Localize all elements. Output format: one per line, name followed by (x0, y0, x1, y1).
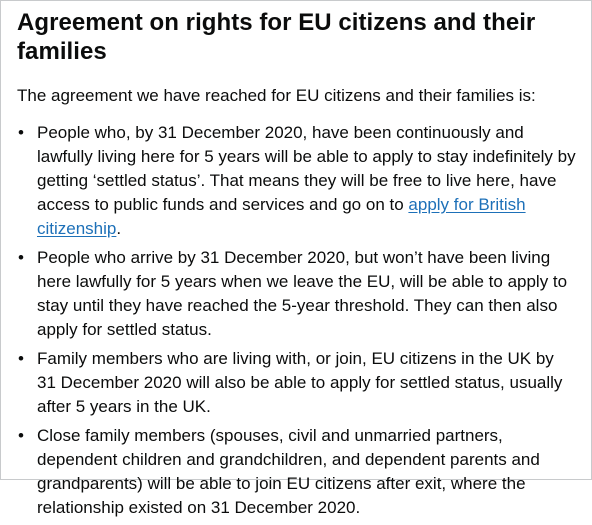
page-heading: Agreement on rights for EU citizens and their families (17, 9, 536, 65)
intro-paragraph: The agreement we have reached for EU citizens and their families is: (17, 86, 536, 105)
bullet-icon: • (18, 426, 24, 445)
bullet-icon: • (18, 349, 24, 368)
list-item-text-end: . (116, 219, 122, 238)
list-item (17, 246, 577, 342)
article-content (17, 8, 577, 525)
bullet-icon: • (18, 123, 24, 142)
list-item-text: People who, by 31 December 2020, have been continuously and lawfully living here for 5 years will be able to apply to stay indefinitely by getting ‘settled status’. That means they will be free to live here, have access to public funds and services and go on to (37, 123, 576, 214)
bullet-icon: • (18, 248, 24, 267)
list-item (17, 347, 577, 419)
list-item (17, 424, 577, 520)
list-item-text: Family members who are living with, or join, EU citizens in the UK by 31 December 2020 will also be able to apply for settled status, usually after 5 years in the UK. (37, 349, 563, 416)
list-item-text: People who arrive by 31 December 2020, but won’t have been living here lawfully for 5 years when we leave the EU, will be able to apply to stay until they have reached the 5-year threshold. They can then also apply for settled status. (37, 248, 568, 339)
list-item-text: Close family members (spouses, civil and unmarried partners, dependent children and grandchildren, and dependent parents and grandparents) will be able to join EU citizens after exit, where the relationship existed on 31 December 2020. (37, 426, 540, 517)
rights-list (17, 121, 577, 520)
british-citizenship-link[interactable]: apply for British citizenship (37, 195, 526, 238)
list-item (17, 121, 577, 241)
